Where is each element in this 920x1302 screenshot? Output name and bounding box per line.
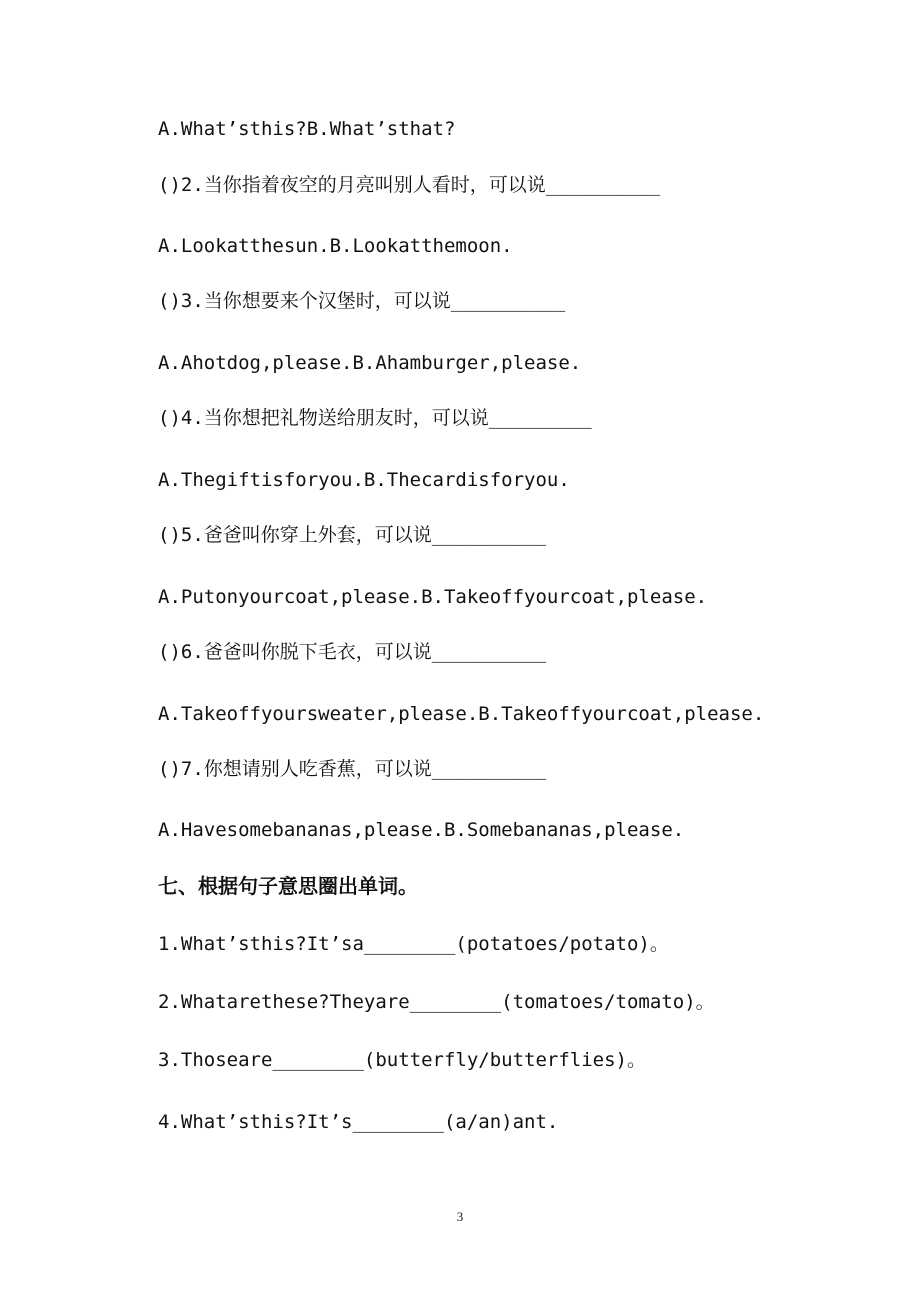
answer-options-q3: A.Ahotdog,please.B.Ahamburger,please.	[158, 352, 582, 374]
exercise-2: 2.Whatarethese?Theyare________(tomatoes/tomato)。	[158, 991, 715, 1013]
exercise-1: 1.What’sthis?It’sa________(potatoes/potato)。	[158, 933, 669, 955]
answer-options-q2: A.Lookatthesun.B.Lookatthemoon.	[158, 235, 513, 257]
question-2: ()2.当你指着夜空的月亮叫别人看时，可以说__________	[158, 174, 661, 196]
answer-options-q5: A.Putonyourcoat,please.B.Takeoffyourcoat,please.	[158, 586, 708, 608]
answer-options-q4: A.Thegiftisforyou.B.Thecardisforyou.	[158, 469, 570, 491]
page-number: 3	[456, 1209, 464, 1224]
exercise-3: 3.Thoseare________(butterfly/butterflies)。	[158, 1049, 646, 1071]
answer-options-q1: A.What’sthis?B.What’sthat?	[158, 118, 456, 140]
question-4: ()4.当你想把礼物送给朋友时，可以说_________	[158, 407, 592, 429]
answer-options-q7: A.Havesomebananas,please.B.Somebananas,please.	[158, 819, 685, 841]
question-5: ()5.爸爸叫你穿上外套，可以说__________	[158, 524, 547, 546]
question-3: ()3.当你想要来个汉堡时，可以说__________	[158, 290, 566, 312]
question-6: ()6.爸爸叫你脱下毛衣，可以说__________	[158, 641, 547, 663]
section-heading: 七、根据句子意思圈出单词。	[158, 874, 418, 898]
question-7: ()7.你想请别人吃香蕉，可以说__________	[158, 758, 547, 780]
answer-options-q6: A.Takeoffyoursweater,please.B.Takeoffyourcoat,please.	[158, 703, 765, 725]
exercise-4: 4.What’sthis?It’s________(a/an)ant.	[158, 1111, 559, 1133]
